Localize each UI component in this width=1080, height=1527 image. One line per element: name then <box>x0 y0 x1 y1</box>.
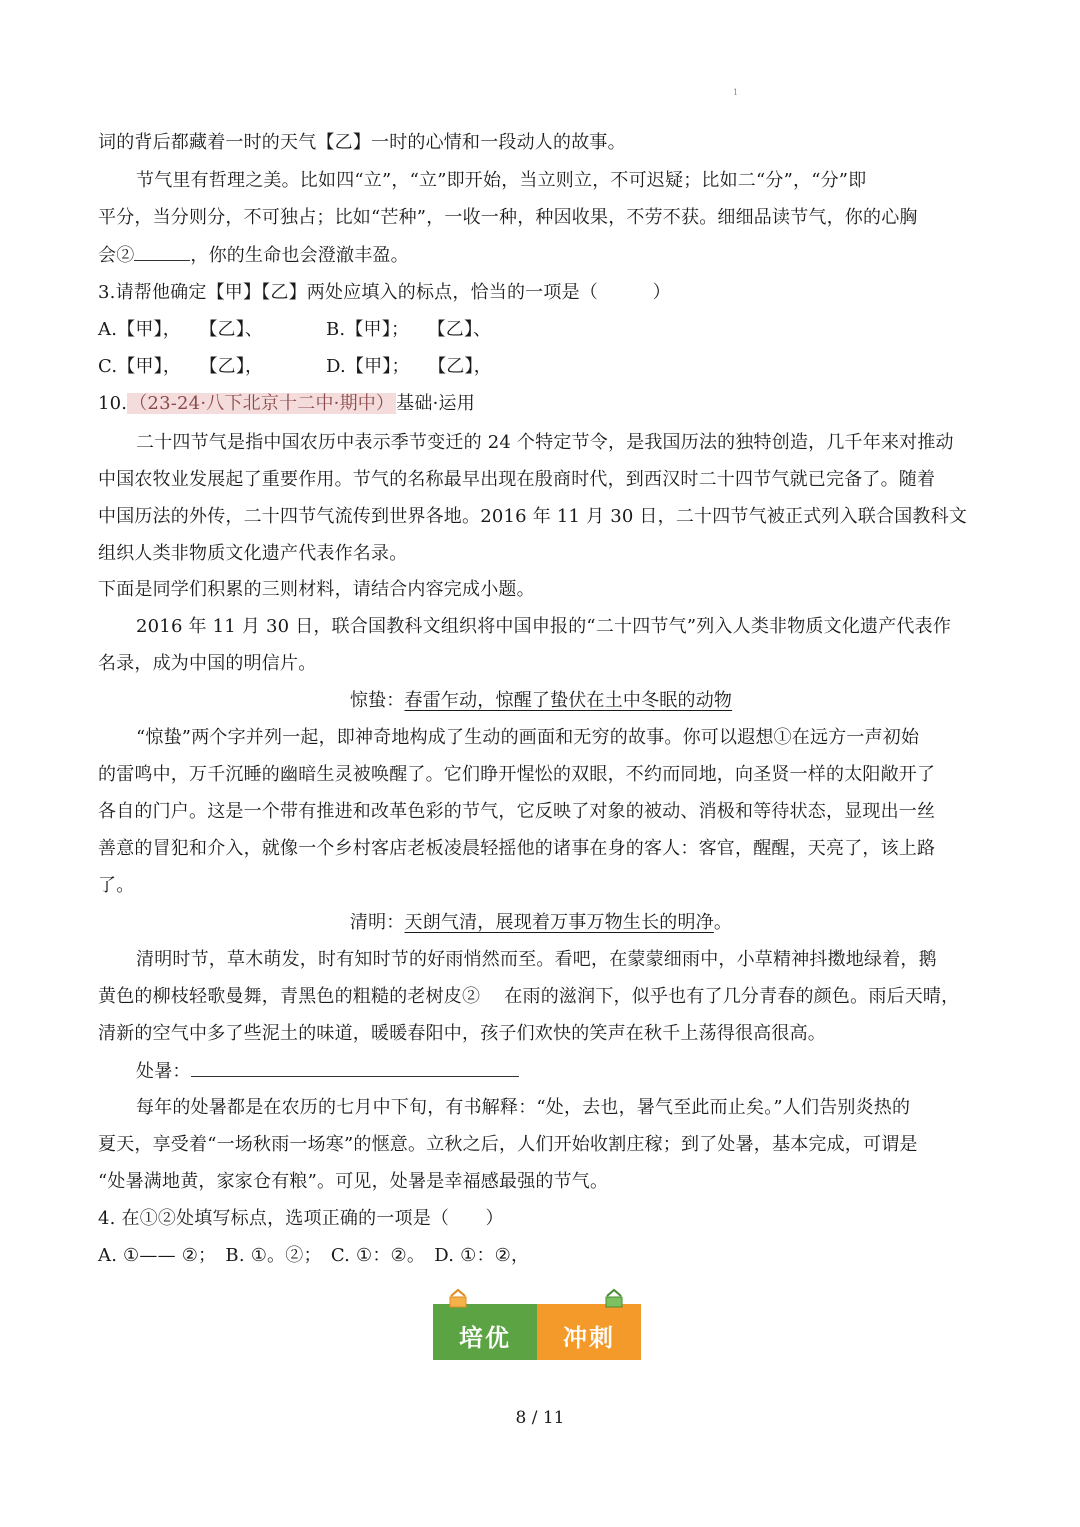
banner-right-text: 冲刺 <box>563 1324 615 1352</box>
section-heading-jingzhe <box>98 688 984 714</box>
heading-label: 处暑： <box>136 1061 191 1082</box>
question-4-options: A. ①—— ②； B. ①。②； C. ①：②。 D. ①：②， <box>98 1245 530 1266</box>
question-3-options-ab <box>98 317 984 343</box>
text-line: 下面是同学们积累的三则材料，请结合内容完成小题。 <box>98 579 535 600</box>
text-line: 组织人类非物质文化遗产代表作名录。 <box>98 543 408 564</box>
text-line: 黄色的柳枝轻歌曼舞，青黑色的粗糙的老树皮② 在雨的滋润下，似乎也有了几分青春的颜色。雨后天晴， <box>98 986 960 1007</box>
text-line: 清新的空气中多了些泥土的味道，暖暖春阳中，孩子们欢快的笑声在秋千上荡得很高很高。 <box>98 1023 826 1044</box>
option-b: B.【甲】； 【乙】、 <box>326 319 492 340</box>
text-line: 中国农牧业发展起了重要作用。节气的名称最早出现在殷商时代，到西汉时二十四节气就已完备了。随着 <box>98 469 936 490</box>
text-line: 2016 年 11 月 30 日，联合国教科文组织将中国申报的“二十四节气”列入人类非物质文化遗产代表作 <box>136 616 952 637</box>
banner-orange-block <box>537 1304 641 1360</box>
heading-text: 春雷乍动，惊醒了蛰伏在土中冬眠的动物 <box>404 690 733 711</box>
question-3-options-cd <box>98 354 984 380</box>
text-line: 节气里有哲理之美。比如四“立”，“立”即开始，当立则立，不可迟疑；比如二“分”，“分”即 <box>136 170 867 191</box>
banner-green-block <box>433 1304 537 1360</box>
question-number: 10. <box>98 393 128 414</box>
page-number: 8 / 11 <box>515 1408 565 1428</box>
text-line: 二十四节气是指中国农历中表示季节变迁的 24 个特定节令，是我国历法的独特创造，几千年来对推动 <box>136 432 954 453</box>
option-a: A.【甲】， 【乙】、 <box>98 319 264 340</box>
text-fragment: ，你的生命也会澄澈丰盈。 <box>190 245 409 266</box>
text-line: 每年的处暑都是在农历的七月中下旬，有书解释：“处，去也，暑气至此而止矣。”人们告别炎热的 <box>136 1097 911 1118</box>
binder-clip-icon <box>603 1288 625 1310</box>
question-4: 4. 在①②处填写标点，选项正确的一项是（ ） <box>98 1208 504 1229</box>
text-line: 中国历法的外传，二十四节气流传到世界各地。2016 年 11 月 30 日，二十四节气被正式列入联合国教科文 <box>98 506 968 527</box>
text-line: 各自的门户。这是一个带有推进和改革色彩的节气，它反映了对象的被动、消极和等待状态，显现出一丝 <box>98 801 936 822</box>
option-d: D.【甲】； 【乙】， <box>326 356 492 377</box>
heading-end: 。 <box>713 912 733 933</box>
fill-blank <box>191 1058 519 1077</box>
text-line: “处暑满地黄，家家仓有粮”。可见，处暑是幸福感最强的节气。 <box>98 1171 609 1192</box>
text-line: 词的背后都藏着一时的天气【乙】一时的心情和一段动人的故事。 <box>98 132 626 153</box>
text-line: 名录，成为中国的明信片。 <box>98 653 317 674</box>
question-3: 3.请帮他确定【甲】【乙】两处应填入的标点，恰当的一项是（ ） <box>98 282 671 303</box>
heading-text: 天朗气清，展现着万事万物生长的明净 <box>404 912 714 933</box>
binder-clip-icon <box>447 1288 469 1310</box>
text-line: 平分，当分则分，不可独占；比如“芒种”，一收一种，种因收果，不劳不获。细细品读节气，你的心胸 <box>98 207 918 228</box>
section-heading-chushu <box>136 1058 984 1085</box>
text-line: 清明时节，草木萌发，时有知时节的好雨悄然而至。看吧，在蒙蒙细雨中，小草精神抖擞地绿着，鹅 <box>136 949 937 970</box>
text-fragment: 会② <box>98 245 135 266</box>
peiyou-chongci-banner <box>433 1300 641 1360</box>
option-c: C.【甲】， 【乙】， <box>98 356 264 377</box>
banner-left-text: 培优 <box>459 1324 511 1352</box>
corner-mark: 1 <box>733 88 739 97</box>
question-10-header <box>98 391 984 417</box>
section-heading-qingming <box>98 910 984 936</box>
text-line <box>98 242 984 269</box>
source-tag: （23-24·八下北京十二中·期中） <box>129 393 395 414</box>
question-type: 基础·运用 <box>396 393 475 414</box>
text-line: 的雷鸣中，万千沉睡的幽暗生灵被唤醒了。它们睁开惺忪的双眼，不约而同地，向圣贤一样的太阳敞开了 <box>98 764 936 785</box>
text-line: 善意的冒犯和介入，就像一个乡村客店老板凌晨轻摇他的诸事在身的客人：客官，醒醒，天亮了，该上路 <box>98 838 936 859</box>
text-line: “惊蛰”两个字并列一起，即神奇地构成了生动的画面和无穷的故事。你可以遐想①在远方一声初始 <box>136 727 920 748</box>
fill-blank <box>134 242 190 261</box>
heading-label: 清明： <box>349 912 405 933</box>
text-line: 了。 <box>98 875 135 896</box>
heading-label: 惊蛰： <box>349 690 405 711</box>
text-line: 夏天，享受着“一场秋雨一场寒”的惬意。立秋之后，人们开始收割庄稼；到了处暑，基本完成，可谓是 <box>98 1134 918 1155</box>
